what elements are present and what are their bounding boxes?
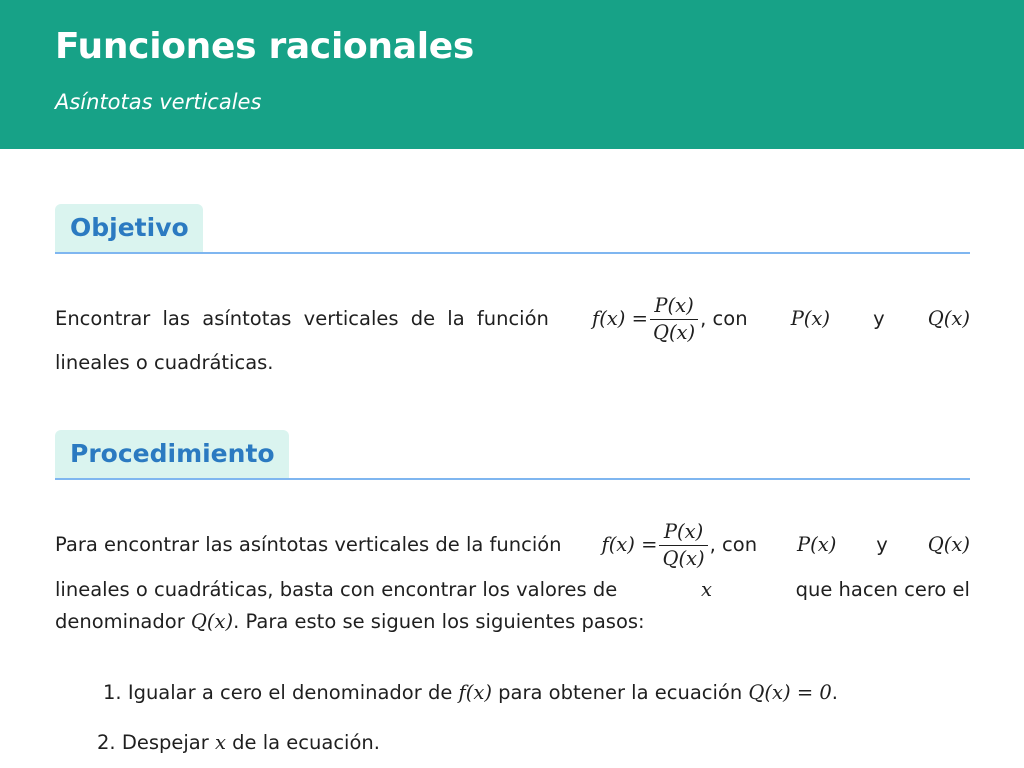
procedimiento-x: x [700, 578, 712, 601]
step-text: de la ecuación. [232, 731, 380, 754]
fraction-numerator: P(x) [650, 295, 698, 319]
list-item [97, 728, 380, 758]
section-header-procedimiento [55, 430, 970, 480]
page-subtitle: Asíntotas verticales [55, 90, 262, 114]
procedimiento-paragraph [55, 516, 970, 638]
procedimiento-line-3 [55, 606, 970, 638]
page-header [0, 0, 1024, 149]
section-title-procedimiento: Procedimiento [55, 430, 289, 478]
procedimiento-qx: Q(x) [927, 533, 970, 556]
objetivo-formula [592, 295, 748, 343]
objetivo-paragraph [55, 291, 970, 379]
objetivo-con: , con [700, 307, 748, 330]
objetivo-qx: Q(x) [927, 307, 970, 330]
procedimiento-line-1 [55, 516, 970, 574]
procedimiento-line-2 [55, 574, 970, 606]
step-text: Despejar [121, 731, 209, 754]
procedimiento-qx2: Q(x) [190, 610, 234, 633]
procedimiento-line3b: . Para esto se siguen los siguientes pasos: [233, 610, 645, 633]
procedimiento-con: , con [709, 533, 758, 556]
procedimiento-fraction [659, 521, 707, 569]
procedimiento-px: P(x) [797, 533, 837, 556]
step-text: Igualar a cero el denominador de [127, 681, 453, 704]
list-item [103, 678, 838, 708]
objetivo-fx: f(x) = [591, 307, 648, 330]
procedimiento-line2a: lineales o cuadráticas, basta con encontrar los valores de [55, 578, 618, 601]
step-math: Q(x) = 0 [748, 681, 832, 704]
step-text: para obtener la ecuación [498, 681, 743, 704]
objetivo-line-2: lineales o cuadráticas. [55, 351, 274, 374]
step-period: . [831, 681, 838, 704]
page-title: Funciones racionales [55, 26, 475, 67]
objetivo-line-1 [55, 291, 970, 347]
procedimiento-line2b: que hacen cero el [795, 578, 970, 601]
list-marker: 2. [97, 731, 116, 754]
procedimiento-text: Para encontrar las asíntotas verticales de la función [55, 533, 562, 556]
section-header-objetivo [55, 204, 970, 254]
procedimiento-line3a: denominador [55, 610, 185, 633]
section-title-objetivo: Objetivo [55, 204, 203, 252]
fraction-denominator: Q(x) [662, 546, 705, 570]
procedimiento-y: y [876, 533, 888, 556]
step-math: f(x) [458, 681, 492, 704]
step-math: x [214, 731, 226, 754]
objetivo-px: P(x) [790, 307, 831, 330]
fraction-numerator: P(x) [659, 521, 707, 545]
procedimiento-fx: f(x) = [601, 533, 658, 556]
fraction-denominator: Q(x) [652, 320, 696, 344]
list-marker: 1. [103, 681, 122, 704]
objetivo-text: Encontrar las asíntotas verticales de la función [55, 307, 549, 330]
objetivo-y: y [873, 307, 885, 330]
objetivo-fraction [650, 295, 698, 343]
procedimiento-formula [601, 521, 757, 569]
